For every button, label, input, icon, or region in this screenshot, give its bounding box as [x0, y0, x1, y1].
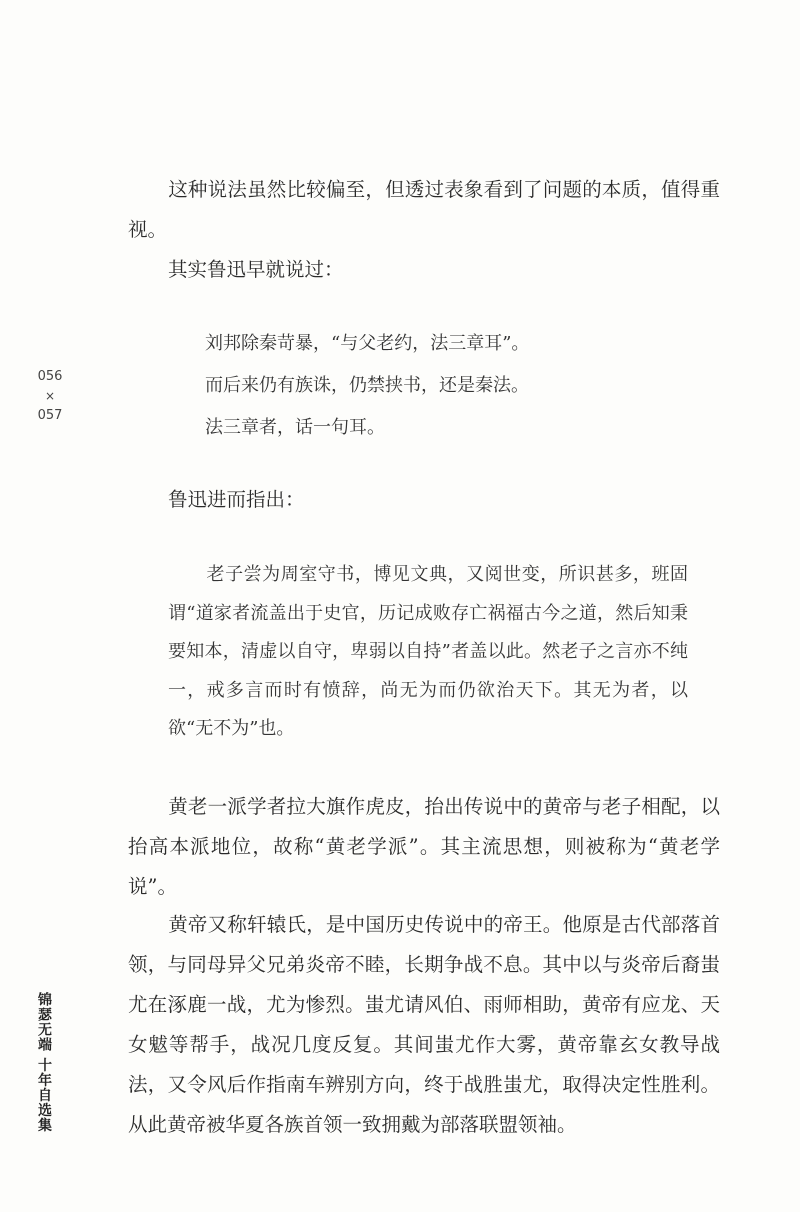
paragraph-1-text: 这种说法虽然比较偏至，但透过表象看到了问题的本质，值得重视。	[128, 178, 720, 241]
quote-block-1	[205, 323, 529, 449]
paragraph-3-text: 鲁迅进而指出：	[168, 488, 305, 511]
paragraph-3	[128, 480, 720, 520]
paragraph-5-text: 黄帝又称轩辕氏，是中国历史传说中的帝王。他原是古代部落首领，与同母异父兄弟炎帝不睦，长期争战不息。其中以与炎帝后裔蚩尤在涿鹿一战，尤为惨烈。蚩尤请风伯、雨师相助，黄帝有应龙、天女魃等帮手，战况几度反复。其间蚩尤作大雾，黄帝靠玄女教导战法，又令风后作指南车辨别方向，终于战胜蚩尤，取得决定性胜利。从此黄帝被华夏各族首领一致拥戴为部落联盟领袖。	[128, 913, 720, 1136]
paragraph-5	[128, 905, 720, 1145]
paragraph-1	[128, 170, 720, 250]
quote-block-2	[168, 556, 688, 749]
paragraph-4-text: 黄老一派学者拉大旗作虎皮，抬出传说中的黄帝与老子相配，以抬高本派地位，故称“黄老学派”。其主流思想，则被称为“黄老学说”。	[128, 795, 720, 898]
quote-1-line-1: 刘邦除秦苛暴，“与父老约，法三章耳”。	[205, 333, 530, 354]
paragraph-2-text: 其实鲁迅早就说过：	[168, 258, 344, 281]
paragraph-2	[128, 250, 720, 290]
page-number	[30, 366, 70, 426]
quote-2-text: 老子尝为周室守书，博见文典，又阅世变，所识甚多，班固谓“道家者流盖出于史官，历记成败存亡祸福古今之道，然后知秉要知本，清虚以自守，卑弱以自持”者盖以此。然老子之言亦不纯一，戒多言而时有愤辞，尚无为而仍欲治天下。其无为者，以欲“无不为”也。	[168, 564, 688, 739]
page-number-left: 056	[37, 369, 63, 384]
quote-1-line-3: 法三章者，话一句耳。	[205, 417, 385, 438]
quote-1-line-2: 而后来仍有族诛，仍禁挟书，还是秦法。	[205, 375, 529, 396]
page-number-separator: ×	[44, 389, 56, 403]
page-number-right: 057	[37, 408, 63, 423]
book-title: 锦瑟无端 十年自选集	[36, 992, 52, 1133]
paragraph-4	[128, 787, 720, 907]
